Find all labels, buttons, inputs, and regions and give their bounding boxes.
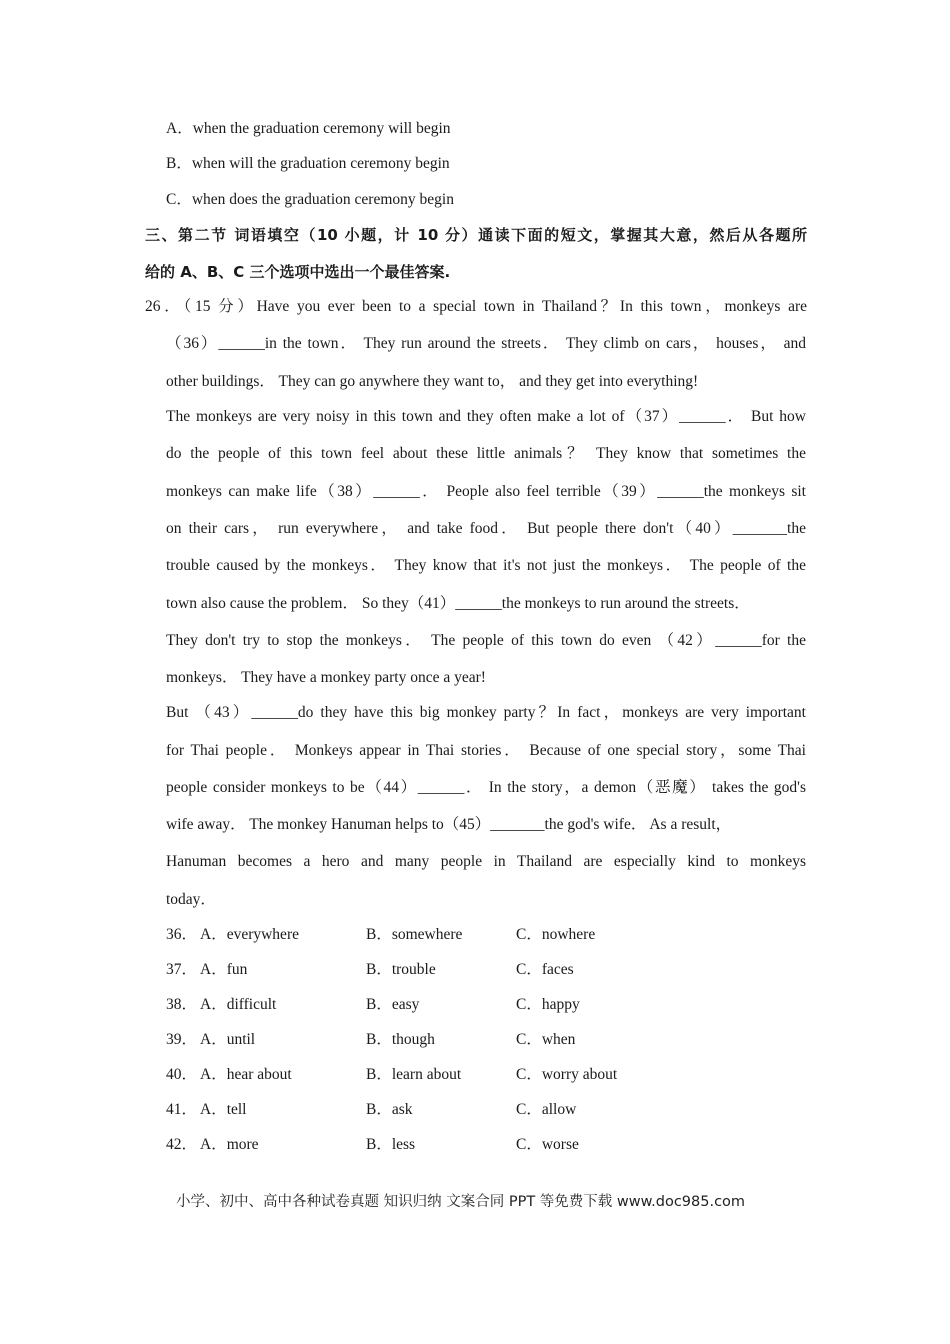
option-a: A．fun [200,961,248,978]
option-a: A．until [200,1031,256,1048]
option-a: A．more [200,1136,259,1153]
question-number: 37． [166,961,198,978]
option-c: C．worry about [516,1066,618,1083]
passage-line-4: The monkeys are very noisy in this town and they often make a lot of（37）______． But how [166,408,806,425]
option-c: C．worse [516,1136,579,1153]
question-number: 39． [166,1031,198,1048]
prev-option-a: A．when the graduation ceremony will begin [166,120,451,137]
option-c: C．happy [516,996,580,1013]
passage-line-15: wife away． The monkey Hanuman helps to（45）_______the god's wife． As a result， [166,816,732,833]
section-heading-line1: 三、第二节 词语填空（10 小题，计 10 分）通读下面的短文，掌握其大意，然后从各题所 [145,226,807,244]
option-a: A．tell [200,1101,247,1118]
question-number: 36． [166,926,198,943]
option-b: B．ask [366,1101,413,1118]
option-a: A．hear about [200,1066,292,1083]
question-number: 41． [166,1101,198,1118]
prev-option-b: B．when will the graduation ceremony begin [166,155,450,172]
passage-line-17: today． [166,891,216,908]
option-c: C．when [516,1031,576,1048]
passage-line-7: on their cars， run everywhere， and take food． But people there don't（40）_______the [166,520,806,537]
option-b: B．learn about [366,1066,462,1083]
option-c: C．nowhere [516,926,596,943]
option-b: B．though [366,1031,435,1048]
passage-line-14: people consider monkeys to be（44）______． In the story，a demon（恶魔） takes the god's [166,779,806,796]
passage-line-10: They don't try to stop the monkeys． The people of this town do even （42）______for the [166,632,806,649]
footer-text: 小学、初中、高中各种试卷真题 知识归纳 文案合同 PPT 等免费下载 www.doc985.com [176,1194,746,1210]
passage-line-9: town also cause the problem． So they（41）______the monkeys to run around the streets． [166,595,750,612]
passage-line-6: monkeys can make life（38）______． People also feel terrible（39）______the monkeys sit [166,483,806,500]
question-number: 40． [166,1066,198,1083]
passage-line-11: monkeys． They have a monkey party once a year! [166,669,486,686]
prev-option-c: C．when does the graduation ceremony begin [166,191,454,208]
option-b: B．trouble [366,961,436,978]
passage-line-1: 26．（15 分）Have you ever been to a special town in Thailand？In this town，monkeys are [145,298,807,315]
option-c: C．allow [516,1101,577,1118]
option-b: B．somewhere [366,926,463,943]
option-b: B．less [366,1136,416,1153]
option-a: A．everywhere [200,926,299,943]
question-number: 42． [166,1136,198,1153]
question-number: 38． [166,996,198,1013]
passage-line-2: （36）______in the town． They run around the streets． They climb on cars， houses， and [166,335,806,352]
passage-line-13: for Thai people． Monkeys appear in Thai stories． Because of one special story，some Thai [166,742,806,759]
passage-line-16: Hanuman becomes a hero and many people in Thailand are especially kind to monkeys [166,853,806,870]
passage-line-12: But （43）______do they have this big monkey party？In fact，monkeys are very important [166,704,806,721]
option-a: A．difficult [200,996,277,1013]
passage-line-3: other buildings． They can go anywhere they want to， and they get into everything! [166,373,699,390]
section-heading-line2: 给的 A、B、C 三个选项中选出一个最佳答案. [145,263,451,281]
passage-line-8: trouble caused by the monkeys． They know that it's not just the monkeys． The people of the [166,557,806,574]
option-c: C．faces [516,961,574,978]
passage-line-5: do the people of this town feel about these little animals？ They know that sometimes the [166,445,806,462]
option-b: B．easy [366,996,420,1013]
